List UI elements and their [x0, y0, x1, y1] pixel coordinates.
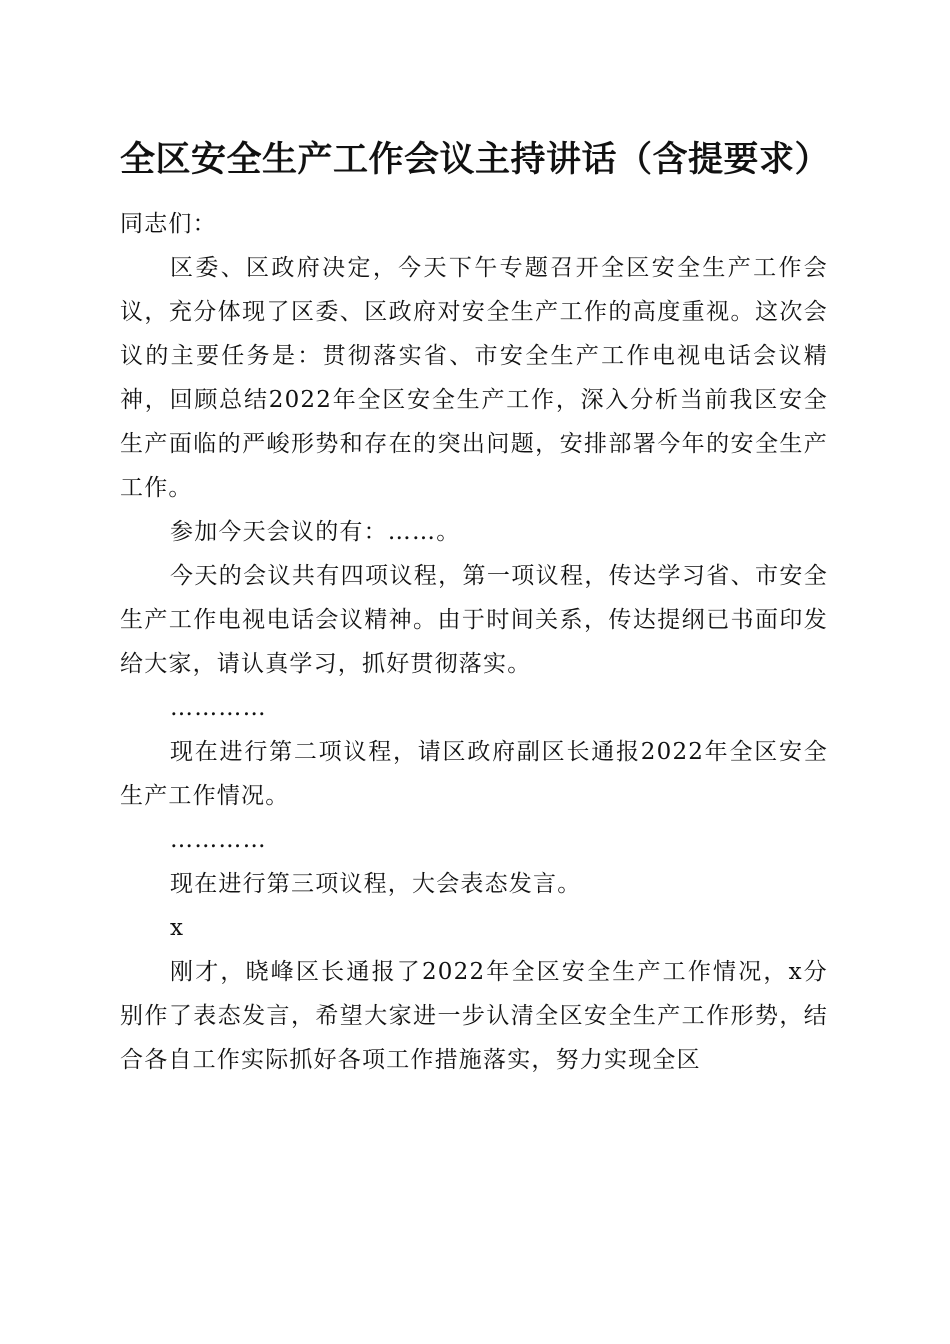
document-title: 全区安全生产工作会议主持讲话（含提要求） [120, 139, 831, 180]
ellipsis-line: ………… [170, 827, 267, 853]
paragraph-meeting-intro: 区委、区政府决定，今天下午专题召开全区安全生产工作会议，充分体现了区委、区政府对安全生产工作的高度重视。这次会议的主要任务是：贯彻落实省、市安全生产工作电视电话会议精神，回顾总结2022年全区安全生产工作，深入分析当前我区安全生产面临的严峻形势和存在的突出问题，安排部署今年的安全生产工作。 [120, 255, 828, 501]
ellipsis-line: ………… [170, 695, 267, 721]
paragraph-agenda-three: 现在进行第三项议程，大会表态发言。 [170, 871, 582, 897]
paragraph-agenda-two: 现在进行第二项议程，请区政府副区长通报2022年全区安全生产工作情况。 [120, 739, 828, 809]
salutation: 同志们： [120, 211, 217, 237]
document-body [120, 202, 828, 1082]
paragraph-summary: 刚才，晓峰区长通报了2022年全区安全生产工作情况，x分别作了表态发言，希望大家进一步认清全区安全生产工作形势，结合各自工作实际抓好各项工作措施落实，努力实现全区 [120, 959, 828, 1073]
paragraph-agenda-one: 今天的会议共有四项议程，第一项议程，传达学习省、市安全生产工作电视电话会议精神。由于时间关系，传达提纲已书面印发给大家，请认真学习，抓好贯彻落实。 [120, 563, 828, 677]
placeholder-line: x [170, 915, 185, 941]
paragraph-attendees: 参加今天会议的有：……。 [170, 519, 461, 545]
